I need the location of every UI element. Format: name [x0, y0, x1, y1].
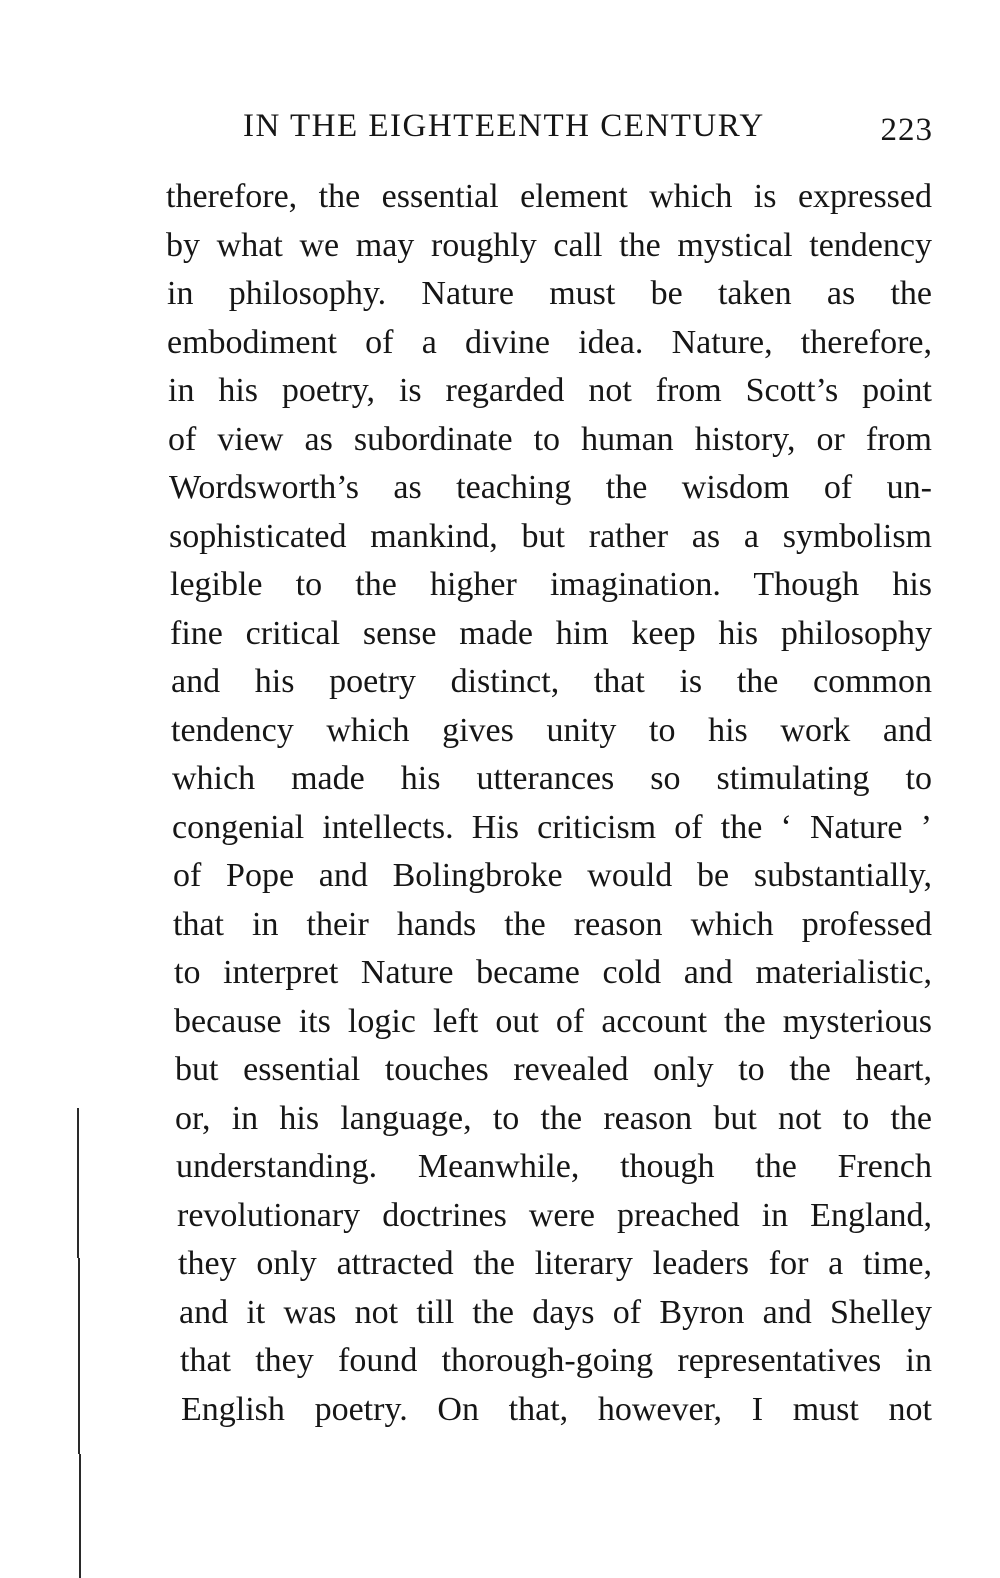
- text-line: but essential touches revealed only to the heart,: [175, 1051, 932, 1088]
- text-line: understanding. Meanwhile, though the French: [176, 1148, 932, 1185]
- text-line: which made his utterances so stimulating to: [172, 760, 932, 797]
- running-title: IN THE EIGHTEENTH CENTURY: [243, 108, 765, 144]
- text-line: congenial intellects. His criticism of the ‘ Nature ’: [172, 808, 932, 846]
- text-line: to interpret Nature became cold and materialistic,: [174, 954, 932, 991]
- text-line: they only attracted the literary leaders for a time,: [178, 1245, 932, 1282]
- text-line: because its logic left out of account the mysterious: [174, 1002, 932, 1040]
- scan-gutter-line: [77, 1108, 79, 1258]
- body-text: [164, 173, 932, 1434]
- text-line: by what we may roughly call the mystical tendency: [166, 226, 932, 264]
- text-line: revolutionary doctrines were preached in England,: [177, 1196, 932, 1234]
- text-line: of Pope and Bolingbroke would be substantially,: [173, 857, 932, 894]
- text-line: and his poetry distinct, that is the common: [171, 663, 932, 700]
- text-line: legible to the higher imagination. Though his: [170, 566, 932, 603]
- scan-gutter-line: [79, 1454, 81, 1578]
- text-line: tendency which gives unity to his work and: [171, 711, 932, 749]
- text-line: in philosophy. Nature must be taken as the: [167, 275, 932, 312]
- scan-gutter-line: [78, 1258, 80, 1454]
- running-header: [243, 104, 933, 148]
- text-line: or, in his language, to the reason but not to the: [175, 1099, 932, 1137]
- text-line: English poetry. On that, however, I must not: [181, 1390, 932, 1428]
- text-line: therefore, the essential element which is expressed: [166, 178, 932, 215]
- text-line: in his poetry, is regarded not from Scott’s point: [168, 372, 932, 409]
- text-line: and it was not till the days of Byron and Shelley: [179, 1293, 932, 1331]
- text-line: that in their hands the reason which professed: [173, 905, 932, 943]
- text-line: sophisticated mankind, but rather as a symbolism: [169, 517, 932, 555]
- text-line: of view as subordinate to human history, or from: [168, 420, 932, 458]
- text-line: that they found thorough-going representatives in: [180, 1342, 932, 1379]
- text-line: fine critical sense made him keep his philosophy: [170, 614, 932, 652]
- text-line: Wordsworth’s as teaching the wisdom of un-: [169, 469, 932, 506]
- text-line: embodiment of a divine idea. Nature, therefore,: [167, 323, 932, 361]
- page-number: 223: [880, 112, 933, 148]
